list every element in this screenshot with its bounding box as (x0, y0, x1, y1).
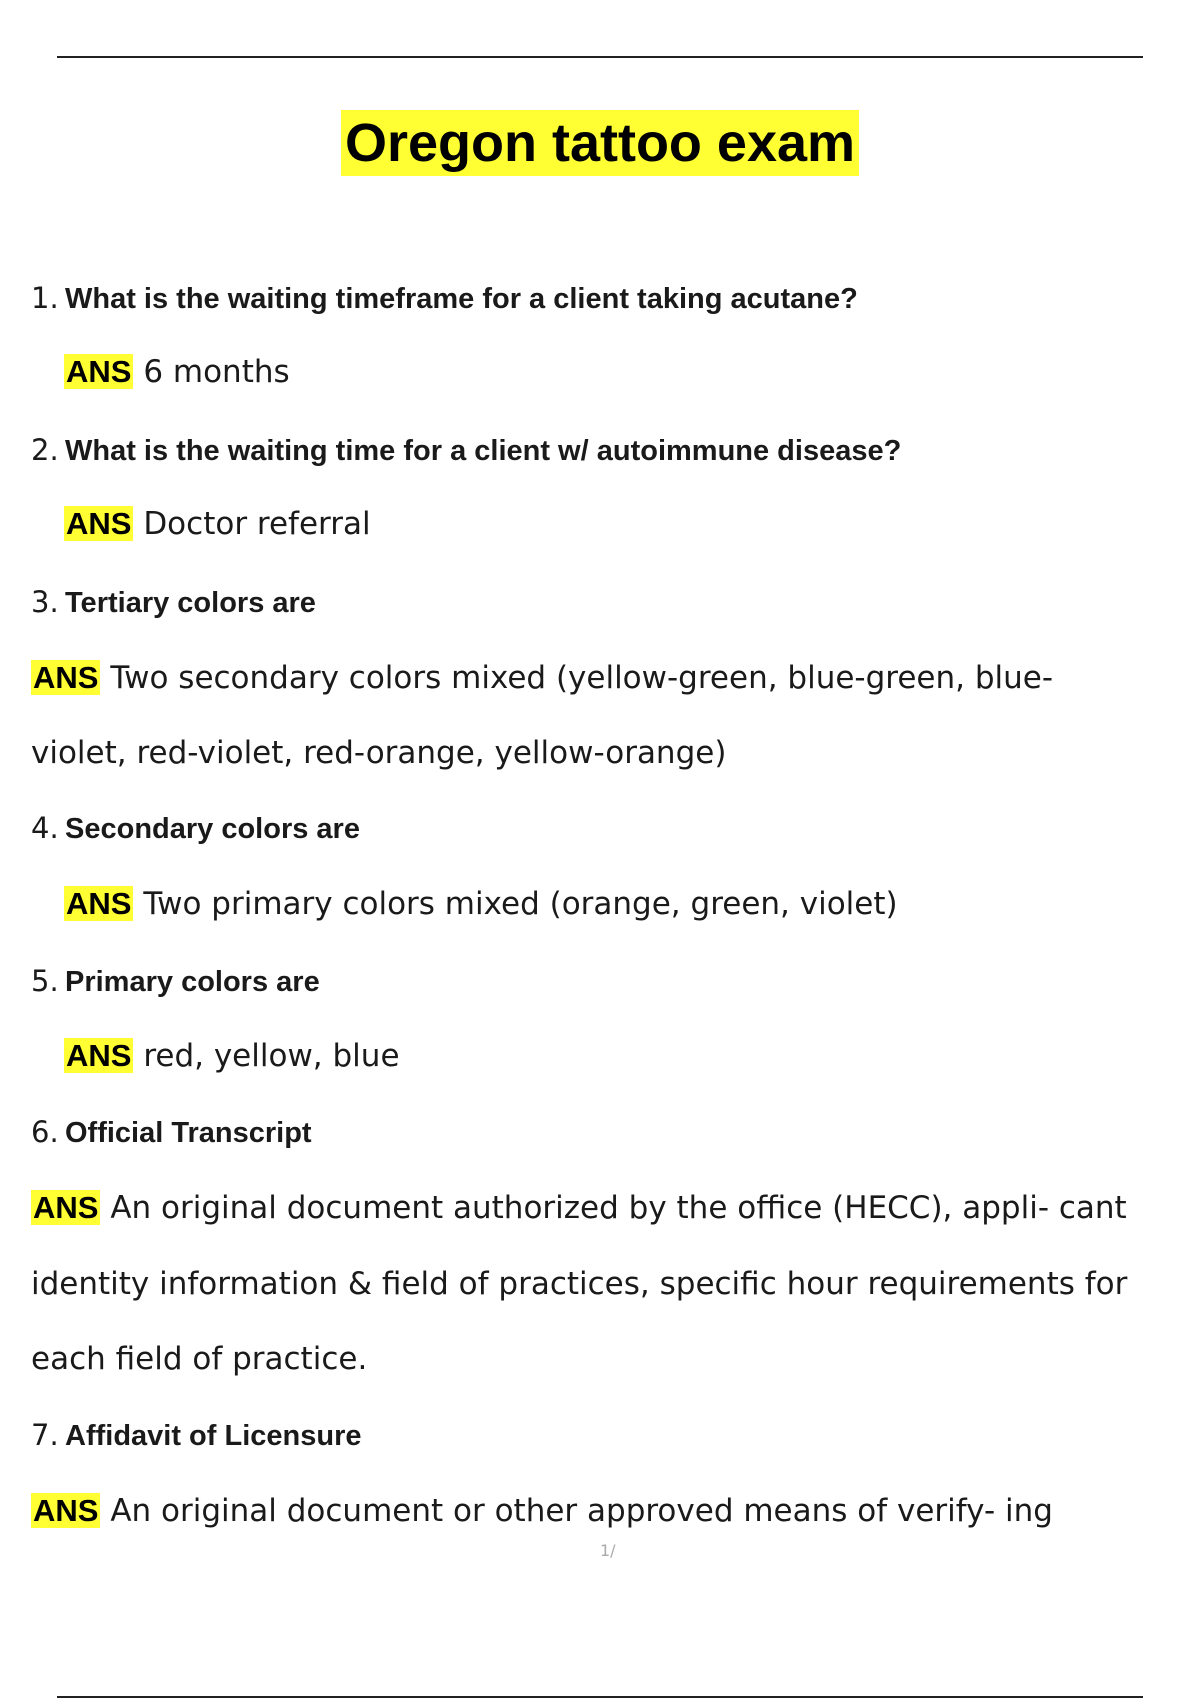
ans-tag: ANS (33, 660, 99, 695)
answer-6-continued (31, 1264, 1127, 1304)
answer-text: Two primary colors mixed (orange, green, violet) (143, 886, 898, 922)
page-title: Oregon tattoo exam (341, 110, 859, 176)
ans-tag: ANS (33, 1190, 99, 1225)
question-number: 4. (31, 811, 59, 845)
answer-4 (64, 884, 898, 924)
question-1 (31, 278, 858, 319)
question-number: 5. (31, 964, 59, 998)
answer-6-continued (31, 1339, 367, 1379)
question-number: 7. (31, 1418, 59, 1452)
answer-text: 6 months (143, 354, 290, 390)
answer-text: Doctor referral (143, 506, 371, 542)
answer-text: each field of practice. (31, 1341, 368, 1377)
question-5 (31, 961, 320, 1002)
ans-tag: ANS (66, 1038, 132, 1073)
question-number: 3. (31, 585, 59, 619)
answer-6 (31, 1188, 1127, 1228)
question-text: Secondary colors are (65, 813, 360, 845)
question-2 (31, 430, 901, 471)
question-text: Official Transcript (65, 1117, 312, 1149)
page-number: 1/ (600, 1541, 616, 1560)
top-rule (57, 56, 1143, 58)
answer-text: red, yellow, blue (143, 1038, 400, 1074)
question-number: 6. (31, 1115, 59, 1149)
question-number: 1. (31, 281, 59, 315)
question-6 (31, 1112, 312, 1153)
question-text: What is the waiting time for a client w/ autoimmune disease? (65, 435, 902, 467)
answer-7 (31, 1491, 1053, 1531)
question-text: Affidavit of Licensure (65, 1420, 362, 1452)
answer-text: violet, red-violet, red-orange, yellow-orange) (31, 735, 727, 771)
question-4 (31, 808, 360, 849)
question-number: 2. (31, 433, 59, 467)
question-text: Primary colors are (65, 966, 320, 998)
ans-tag: ANS (66, 506, 132, 541)
answer-1 (64, 352, 290, 392)
bottom-rule (57, 1696, 1143, 1698)
answer-3 (31, 658, 1053, 698)
answer-text: identity information & field of practices, specific hour requirements for (31, 1266, 1128, 1302)
answer-2 (64, 504, 371, 544)
answer-5 (64, 1036, 400, 1076)
answer-text: Two secondary colors mixed (yellow-green, blue-green, blue- (110, 660, 1054, 696)
question-3 (31, 582, 316, 623)
ans-tag: ANS (66, 354, 132, 389)
question-text: Tertiary colors are (65, 587, 316, 619)
question-7 (31, 1415, 362, 1456)
answer-text: An original document or other approved means of verify- ing (110, 1493, 1053, 1529)
ans-tag: ANS (66, 886, 132, 921)
title-block (0, 110, 1200, 176)
question-text: What is the waiting timeframe for a client taking acutane? (65, 283, 858, 315)
answer-3-continued (31, 733, 726, 773)
ans-tag: ANS (33, 1493, 99, 1528)
answer-text: An original document authorized by the office (HECC), appli- cant (110, 1190, 1127, 1226)
